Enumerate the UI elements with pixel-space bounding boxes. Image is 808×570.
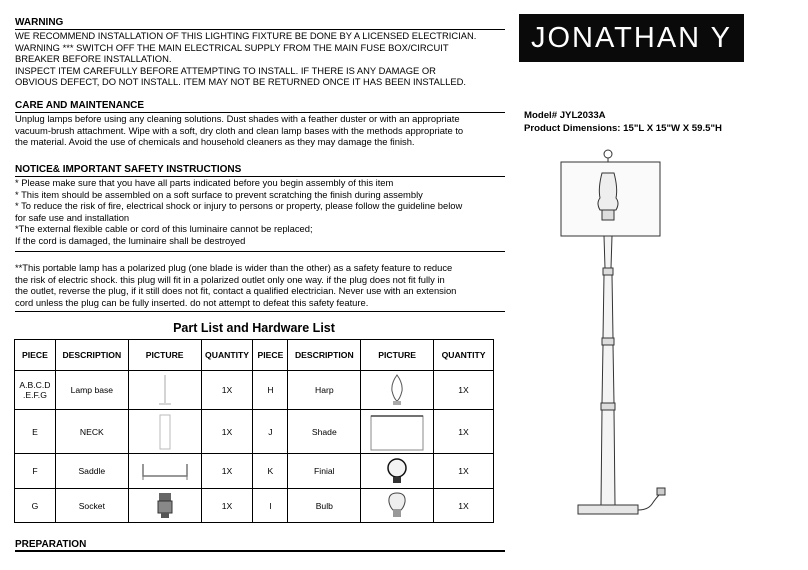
product-info — [524, 109, 722, 135]
piece-cell: H — [253, 371, 288, 410]
picture-cell — [128, 489, 201, 523]
notice-line: * Please make sure that you have all parts indicated before you begin assembly of this item — [15, 177, 394, 188]
notice-line: *The external flexible cable or cord of this luminaire cannot be replaced; — [15, 223, 313, 235]
notice-line: * To reduce the risk of fire, electrical shock or injury to persons or property, please follow the guideline below — [15, 200, 463, 212]
notice-line: * This item should be assembled on a soft surface to prevent scratching the finish during assembly — [15, 188, 423, 200]
table-row — [15, 410, 494, 454]
warning-line: WE RECOMMEND INSTALLATION OF THIS LIGHTING FIXTURE BE DONE BY A LICENSED ELECTRICIAN. — [15, 30, 477, 41]
care-section — [15, 100, 505, 148]
picture-cell — [361, 454, 434, 489]
picture-cell — [361, 371, 434, 410]
column-header: PICTURE — [128, 340, 201, 371]
description-cell: Harp — [288, 371, 361, 410]
description-cell: Socket — [55, 489, 128, 523]
bulb-icon — [386, 491, 408, 521]
piece-cell: K — [253, 454, 288, 489]
piece-cell — [15, 371, 56, 410]
piece-label: .E.F.G — [23, 390, 47, 400]
description-cell: Lamp base — [55, 371, 128, 410]
shade-icon — [369, 412, 425, 452]
column-header: QUANTITY — [201, 340, 253, 371]
description-cell: Saddle — [55, 454, 128, 489]
model-number: Model# JYL2033A — [524, 110, 606, 121]
table-row — [15, 371, 494, 410]
description-cell: NECK — [55, 410, 128, 454]
plug-line: **This portable lamp has a polarized plug (one blade is wider than the other) as a safety feature to reduce — [15, 262, 453, 273]
plug-section — [15, 262, 505, 312]
harp-icon — [382, 373, 412, 407]
notice-line: for safe use and installation — [15, 211, 130, 223]
care-line: the material. Avoid the use of chemicals and household cleaners as they may damage the finish. — [15, 136, 415, 148]
quantity-cell: 1X — [434, 454, 494, 489]
floor-lamp-illustration — [560, 148, 670, 523]
neck-icon — [155, 412, 175, 452]
description-cell: Shade — [288, 410, 361, 454]
quantity-cell: 1X — [434, 371, 494, 410]
picture-cell — [128, 371, 201, 410]
piece-cell: I — [253, 489, 288, 523]
plug-line: the outlet, reverse the plug, if it still does not fit, contact a qualified electrician. Never use with an extension — [15, 285, 457, 297]
quantity-cell: 1X — [201, 454, 253, 489]
quantity-cell: 1X — [201, 489, 253, 523]
description-cell: Finial — [288, 454, 361, 489]
piece-cell: G — [15, 489, 56, 523]
product-dimensions: Product Dimensions: 15"L X 15"W X 59.5"H — [524, 123, 722, 134]
quantity-cell: 1X — [434, 410, 494, 454]
warning-line: OBVIOUS DEFECT, DO NOT INSTALL. ITEM MAY NOT BE RETURNED ONCE IT HAS BEEN INSTALLED. — [15, 76, 466, 88]
table-row — [15, 454, 494, 489]
finial-icon — [384, 456, 410, 486]
saddle-icon — [140, 460, 190, 482]
description-cell: Bulb — [288, 489, 361, 523]
warning-section — [15, 17, 505, 88]
socket-icon — [155, 491, 175, 521]
care-line: Unplug lamps before using any cleaning solutions. Dust shades with a feather duster or with an appropriate — [15, 113, 460, 124]
picture-cell — [361, 410, 434, 454]
preparation-heading: PREPARATION — [15, 539, 505, 552]
part-list-table — [14, 339, 494, 523]
piece-cell: F — [15, 454, 56, 489]
picture-cell — [361, 489, 434, 523]
picture-cell — [128, 410, 201, 454]
picture-cell — [128, 454, 201, 489]
plug-line: the risk of electric shock. this plug will fit in a polarized outlet only one way. if the plug does not fit fully in — [15, 273, 445, 285]
column-header: QUANTITY — [434, 340, 494, 371]
table-header-row — [15, 340, 494, 371]
piece-cell: J — [253, 410, 288, 454]
table-row — [15, 489, 494, 523]
column-header: PIECE — [15, 340, 56, 371]
lamp-base-icon — [155, 373, 175, 407]
care-line: vacuum-brush attachment. Wipe with a soft, dry cloth and clean lamp bases with the methods appropriate to — [15, 124, 464, 136]
piece-label: A.B.C.D — [19, 380, 51, 390]
warning-line: WARNING *** SWITCH OFF THE MAIN ELECTRICAL SUPPLY FROM THE MAIN FUSE BOX/CIRCUIT — [15, 41, 449, 53]
column-header: PICTURE — [361, 340, 434, 371]
notice-line: If the cord is damaged, the luminaire shall be destroyed — [15, 235, 505, 252]
quantity-cell: 1X — [201, 371, 253, 410]
warning-heading: WARNING — [15, 17, 505, 30]
quantity-cell: 1X — [201, 410, 253, 454]
notice-heading: NOTICE& IMPORTANT SAFETY INSTRUCTIONS — [15, 164, 505, 177]
column-header: DESCRIPTION — [288, 340, 361, 371]
warning-line: BREAKER BEFORE INSTALLATION. — [15, 53, 172, 65]
care-heading: CARE AND MAINTENANCE — [15, 100, 505, 113]
plug-line: cord unless the plug can be fully inserted. do not attempt to defeat this safety feature. — [15, 296, 369, 308]
brand-logo: JONATHAN Y — [519, 14, 744, 62]
notice-section — [15, 164, 505, 252]
column-header: DESCRIPTION — [55, 340, 128, 371]
quantity-cell: 1X — [434, 489, 494, 523]
part-list-title: Part List and Hardware List — [173, 321, 335, 335]
column-header: PIECE — [253, 340, 288, 371]
warning-line: INSPECT ITEM CAREFULLY BEFORE ATTEMPTING TO INSTALL. IF THERE IS ANY DAMAGE OR — [15, 64, 436, 76]
piece-cell: E — [15, 410, 56, 454]
